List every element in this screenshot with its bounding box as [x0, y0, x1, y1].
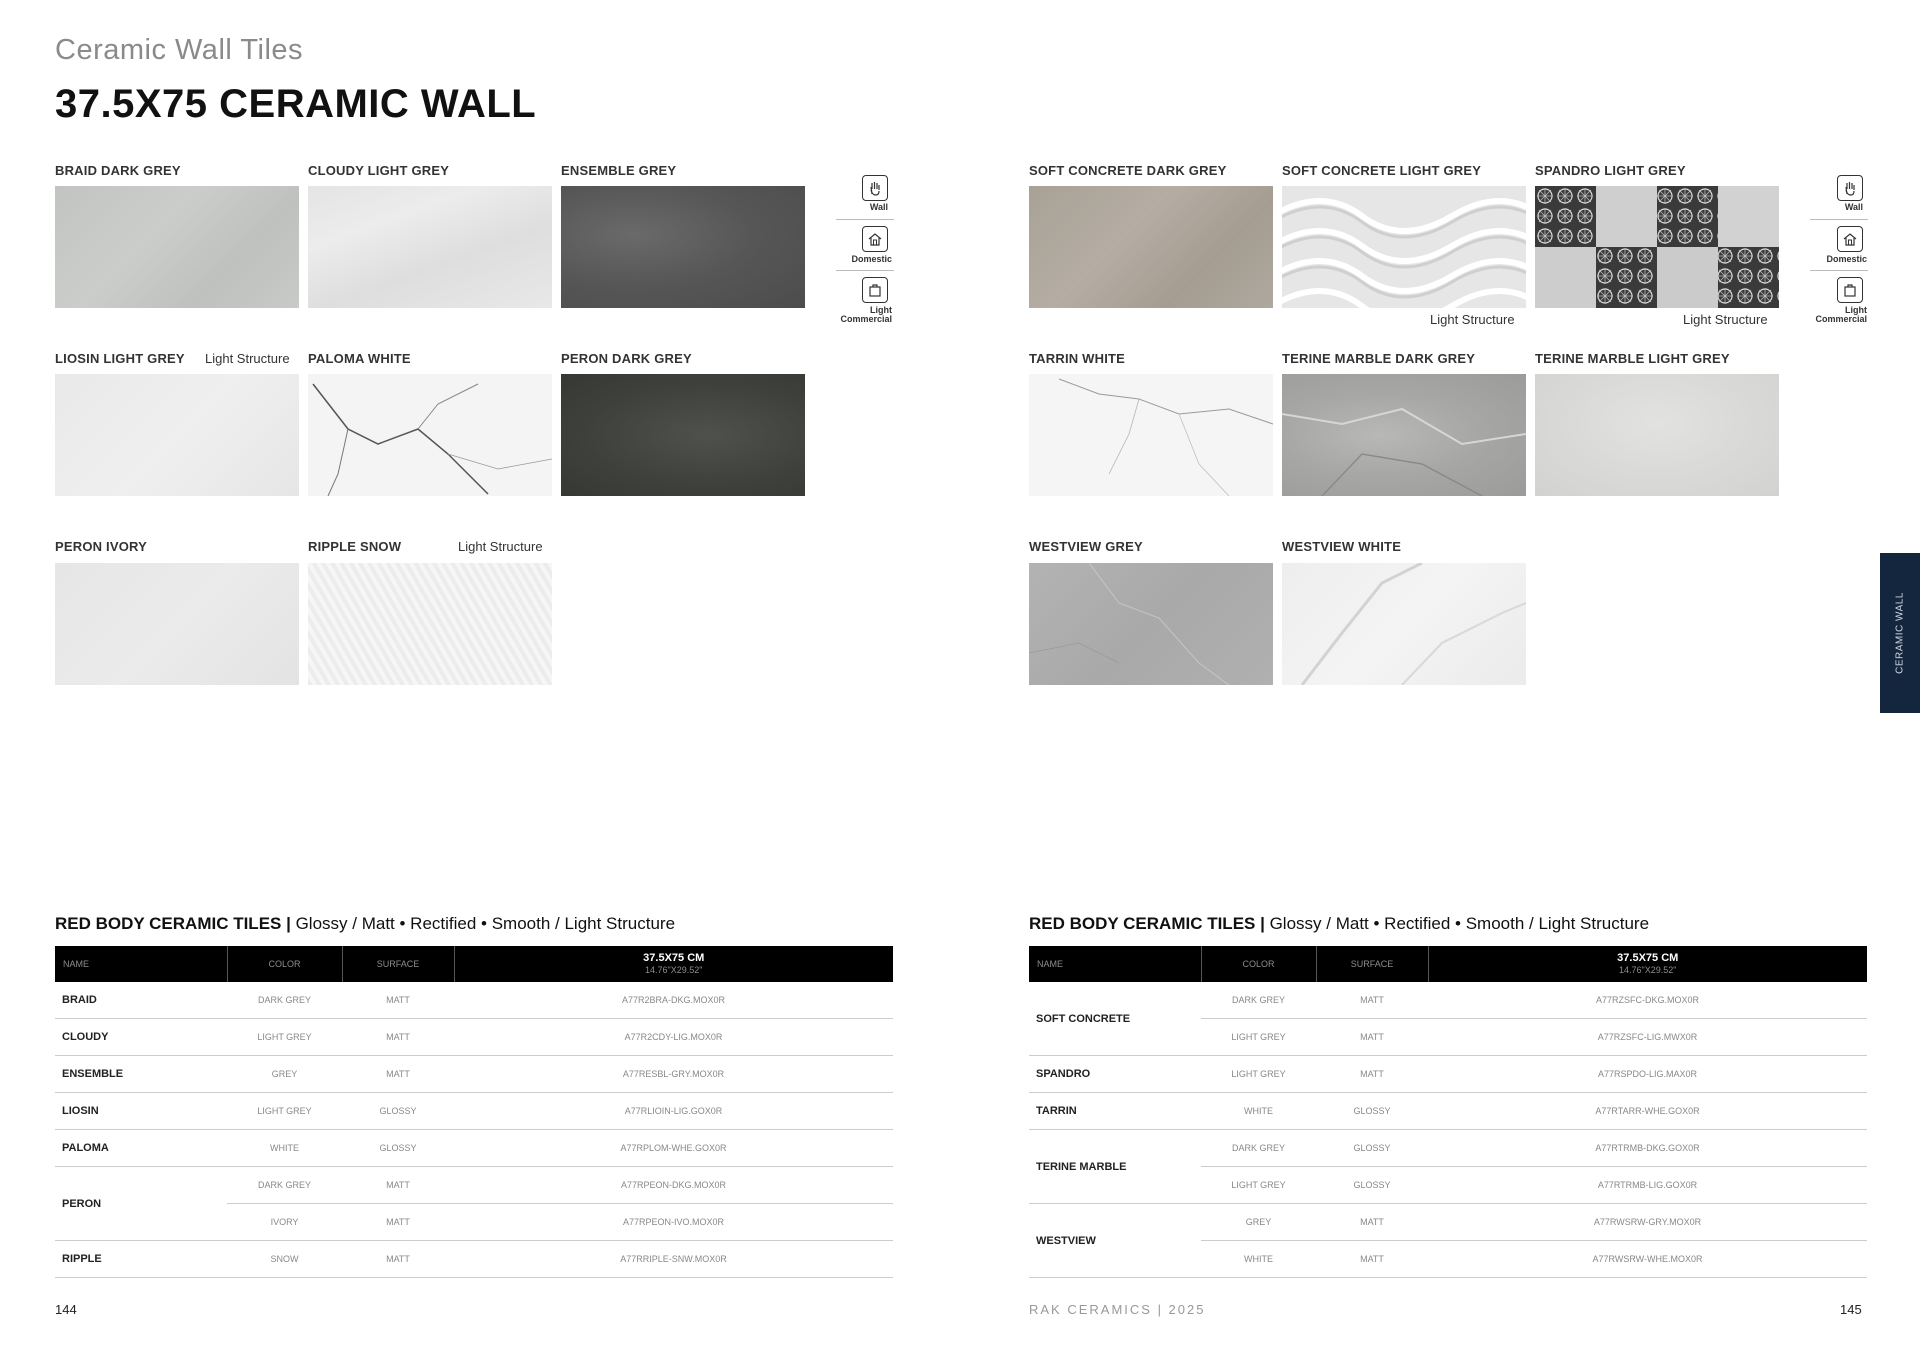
cell-name: LIOSIN: [55, 1093, 227, 1130]
tile-label-liosin: LIOSIN LIGHT GREY: [55, 351, 185, 366]
table-row: [55, 1167, 893, 1204]
side-tab-label: CERAMIC WALL: [1894, 592, 1906, 674]
cell-code: A77RTARR-WHE.GOX0R: [1428, 1093, 1867, 1130]
tile-note-ripple: Light Structure: [458, 539, 543, 554]
cell-color: DARK GREY: [1201, 1130, 1316, 1167]
table-row: [55, 1056, 893, 1093]
cell-code: A77RPEON-DKG.MOX0R: [454, 1167, 893, 1204]
cell-surface: GLOSSY: [342, 1130, 454, 1167]
spec-table-right: [1029, 946, 1867, 1278]
cell-code: A77RWSRW-WHE.MOX0R: [1428, 1241, 1867, 1278]
tile-label-soft-concrete-dark: SOFT CONCRETE DARK GREY: [1029, 163, 1227, 178]
spandro-pattern: [1535, 186, 1779, 308]
table-heading-left: [55, 914, 675, 934]
tile-note-liosin: Light Structure: [205, 351, 290, 366]
cell-surface: MATT: [342, 1167, 454, 1204]
tile-label-terine-dark: TERINE MARBLE DARK GREY: [1282, 351, 1476, 366]
cell-color: LIGHT GREY: [1201, 1056, 1316, 1093]
cell-surface: MATT: [342, 1019, 454, 1056]
section-subtitle: Ceramic Wall Tiles: [55, 34, 304, 66]
wave-relief: [1282, 186, 1526, 308]
tile-label-paloma: PALOMA WHITE: [308, 351, 411, 366]
tile-label-ensemble: ENSEMBLE GREY: [561, 163, 677, 178]
tile-soft-concrete-light-grey: [1282, 186, 1526, 308]
cell-surface: GLOSSY: [1316, 1093, 1428, 1130]
col-color: COLOR: [1201, 946, 1316, 982]
cell-name: PALOMA: [55, 1130, 227, 1167]
commercial-label: Commercial: [840, 314, 892, 324]
tile-label-tarrin: TARRIN WHITE: [1029, 351, 1126, 366]
size-imperial: 14.76"X29.52": [645, 965, 703, 975]
table-heading-rest: Glossy / Matt • Rectified • Smooth / Light Structure: [1264, 914, 1650, 933]
tile-spandro-light-grey: [1535, 186, 1779, 308]
cell-code: A77R2CDY-LIG.MOX0R: [454, 1019, 893, 1056]
usage-icons-left-domestic: [862, 226, 888, 252]
table-row: [1029, 1093, 1867, 1130]
cell-name: CLOUDY: [55, 1019, 227, 1056]
table-row: [1029, 1130, 1867, 1167]
tile-label-peron-dark: PERON DARK GREY: [561, 351, 692, 366]
size-imperial: 14.76"X29.52": [1619, 965, 1677, 975]
cell-color: DARK GREY: [227, 1167, 342, 1204]
cell-surface: MATT: [342, 1241, 454, 1278]
wall-label: Wall: [1844, 202, 1863, 212]
tile-label-westview-white: WESTVIEW WHITE: [1282, 539, 1402, 554]
icon-divider: [1810, 219, 1868, 220]
cell-color: DARK GREY: [227, 982, 342, 1019]
col-size: [1428, 946, 1867, 982]
usage-icons-left-commercial: [862, 277, 888, 303]
tile-label-ripple: RIPPLE SNOW: [308, 539, 402, 554]
cell-color: DARK GREY: [1201, 982, 1316, 1019]
cell-surface: MATT: [342, 982, 454, 1019]
cell-color: GREY: [227, 1056, 342, 1093]
cell-color: SNOW: [227, 1241, 342, 1278]
wall-hand-icon: [862, 175, 888, 201]
col-color: COLOR: [227, 946, 342, 982]
tile-braid-dark-grey: [55, 186, 299, 308]
cell-surface: GLOSSY: [1316, 1167, 1428, 1204]
section-side-tab: [1880, 553, 1920, 713]
cell-code: A77RWSRW-GRY.MOX0R: [1428, 1204, 1867, 1241]
tile-peron-dark-grey: [561, 374, 805, 496]
table-row: [55, 1019, 893, 1056]
size-metric: 37.5X75 CM: [1617, 952, 1679, 964]
cell-surface: MATT: [342, 1056, 454, 1093]
cell-color: WHITE: [1201, 1241, 1316, 1278]
page-number-right: 145: [1840, 1302, 1862, 1317]
cell-code: A77RSPDO-LIG.MAX0R: [1428, 1056, 1867, 1093]
cell-surface: GLOSSY: [342, 1093, 454, 1130]
tile-label-terine-light: TERINE MARBLE LIGHT GREY: [1535, 351, 1730, 366]
table-header-row: [1029, 946, 1867, 982]
cell-surface: MATT: [1316, 1019, 1428, 1056]
cell-color: WHITE: [1201, 1093, 1316, 1130]
page-title: 37.5X75 CERAMIC WALL: [55, 82, 537, 126]
cell-surface: MATT: [1316, 1241, 1428, 1278]
col-name: NAME: [55, 946, 227, 982]
cell-name: ENSEMBLE: [55, 1056, 227, 1093]
tile-label-peron-ivory: PERON IVORY: [55, 539, 148, 554]
cell-surface: MATT: [342, 1204, 454, 1241]
tile-westview-white: [1282, 563, 1526, 685]
cell-name: WESTVIEW: [1029, 1204, 1201, 1278]
tile-westview-grey: [1029, 563, 1273, 685]
usage-icons-right-domestic: [1837, 226, 1863, 252]
table-heading-bold: RED BODY CERAMIC TILES |: [1029, 914, 1265, 933]
tile-ensemble-grey: [561, 186, 805, 308]
table-row: [55, 1241, 893, 1278]
domestic-house-icon: [1837, 226, 1863, 252]
cell-surface: MATT: [1316, 1204, 1428, 1241]
tile-note-soft-concrete: Light Structure: [1430, 312, 1515, 327]
page-number-left: 144: [55, 1302, 77, 1317]
icon-divider: [836, 219, 894, 220]
cell-name: SOFT CONCRETE: [1029, 982, 1201, 1056]
table-row: [55, 1130, 893, 1167]
cell-name: SPANDRO: [1029, 1056, 1201, 1093]
tile-soft-concrete-dark-grey: [1029, 186, 1273, 308]
tarrin-veins: [1029, 374, 1273, 496]
size-metric: 37.5X75 CM: [643, 952, 705, 964]
table-row: [1029, 1056, 1867, 1093]
cell-code: A77RRIPLE-SNW.MOX0R: [454, 1241, 893, 1278]
commercial-bag-icon: [1837, 277, 1863, 303]
table-heading-right: [1029, 914, 1649, 934]
domestic-label: Domestic: [1826, 254, 1867, 264]
wall-hand-icon: [1837, 175, 1863, 201]
cell-code: A77RPLOM-WHE.GOX0R: [454, 1130, 893, 1167]
cell-code: A77RPEON-IVO.MOX0R: [454, 1204, 893, 1241]
marble-veins: [308, 374, 552, 496]
usage-icons-right-commercial: [1837, 277, 1863, 303]
cell-color: WHITE: [227, 1130, 342, 1167]
westview-grey-veins: [1029, 563, 1273, 685]
cell-color: LIGHT GREY: [1201, 1167, 1316, 1204]
tile-label-westview-grey: WESTVIEW GREY: [1029, 539, 1143, 554]
cell-color: GREY: [1201, 1204, 1316, 1241]
cell-code: A77R2BRA-DKG.MOX0R: [454, 982, 893, 1019]
table-row: [55, 982, 893, 1019]
tile-label-cloudy: CLOUDY LIGHT GREY: [308, 163, 450, 178]
tile-label-braid: BRAID DARK GREY: [55, 163, 181, 178]
tile-note-spandro: Light Structure: [1683, 312, 1768, 327]
col-name: NAME: [1029, 946, 1201, 982]
col-surface: SURFACE: [342, 946, 454, 982]
cell-name: TERINE MARBLE: [1029, 1130, 1201, 1204]
wall-label: Wall: [869, 202, 888, 212]
icon-divider: [1810, 270, 1868, 271]
cell-code: A77RZSFC-LIG.MWX0R: [1428, 1019, 1867, 1056]
table-row: [1029, 982, 1867, 1019]
tile-cloudy-light-grey: [308, 186, 552, 308]
table-header-row: [55, 946, 893, 982]
light-label: Light: [870, 305, 892, 315]
table-row: [55, 1093, 893, 1130]
cell-code: A77RESBL-GRY.MOX0R: [454, 1056, 893, 1093]
terine-dark-veins: [1282, 374, 1526, 496]
cell-name: TARRIN: [1029, 1093, 1201, 1130]
cell-code: A77RLIOIN-LIG.GOX0R: [454, 1093, 893, 1130]
cell-name: BRAID: [55, 982, 227, 1019]
cell-color: LIGHT GREY: [227, 1019, 342, 1056]
usage-icons-left: [862, 175, 888, 212]
cell-color: LIGHT GREY: [1201, 1019, 1316, 1056]
cell-surface: MATT: [1316, 1056, 1428, 1093]
cell-color: IVORY: [227, 1204, 342, 1241]
tile-terine-marble-light-grey: [1535, 374, 1779, 496]
table-heading-bold: RED BODY CERAMIC TILES |: [55, 914, 291, 933]
commercial-label: Commercial: [1815, 314, 1867, 324]
domestic-house-icon: [862, 226, 888, 252]
col-size: [454, 946, 893, 982]
tile-label-spandro: SPANDRO LIGHT GREY: [1535, 163, 1686, 178]
cell-code: A77RTRMB-LIG.GOX0R: [1428, 1167, 1867, 1204]
tile-label-soft-concrete-light: SOFT CONCRETE LIGHT GREY: [1282, 163, 1482, 178]
cell-name: PERON: [55, 1167, 227, 1241]
tile-peron-ivory: [55, 563, 299, 685]
tile-tarrin-white: [1029, 374, 1273, 496]
light-label: Light: [1845, 305, 1867, 315]
usage-icons-right: [1837, 175, 1863, 212]
tile-paloma-white: [308, 374, 552, 496]
icon-divider: [836, 270, 894, 271]
tile-liosin-light-grey: [55, 374, 299, 496]
westview-white-veins: [1282, 563, 1526, 685]
cell-surface: MATT: [1316, 982, 1428, 1019]
cell-surface: GLOSSY: [1316, 1130, 1428, 1167]
tile-ripple-snow: [308, 563, 552, 685]
table-heading-rest: Glossy / Matt • Rectified • Smooth / Light Structure: [290, 914, 676, 933]
commercial-bag-icon: [862, 277, 888, 303]
cell-code: A77RTRMB-DKG.GOX0R: [1428, 1130, 1867, 1167]
tile-terine-marble-dark-grey: [1282, 374, 1526, 496]
domestic-label: Domestic: [851, 254, 892, 264]
cell-name: RIPPLE: [55, 1241, 227, 1278]
spec-table-left: [55, 946, 893, 1278]
cell-code: A77RZSFC-DKG.MOX0R: [1428, 982, 1867, 1019]
cell-color: LIGHT GREY: [227, 1093, 342, 1130]
table-row: [1029, 1204, 1867, 1241]
footer-brand: RAK CERAMICS | 2025: [1029, 1302, 1206, 1317]
col-surface: SURFACE: [1316, 946, 1428, 982]
